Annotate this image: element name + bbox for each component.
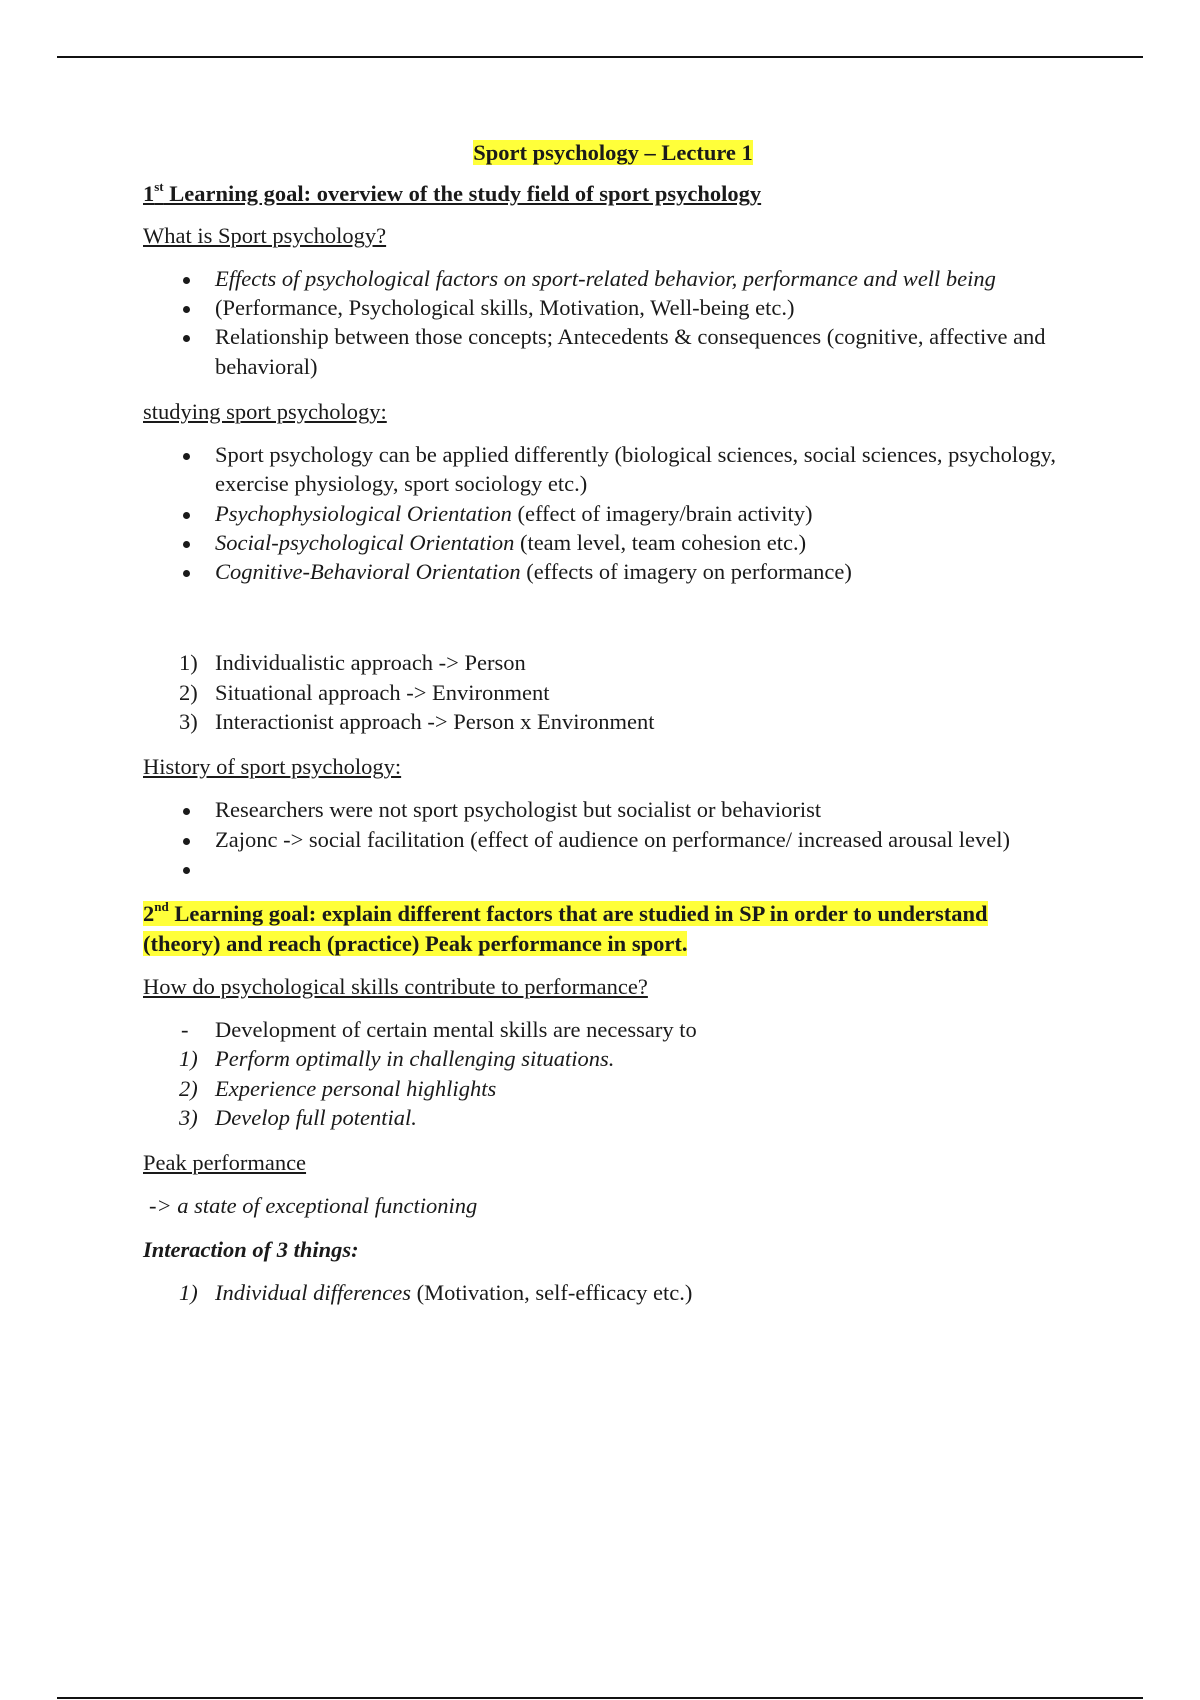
- approaches-list: [143, 648, 1083, 736]
- list-item: 1) Individual differences (Motivation, self-efficacy etc.): [179, 1279, 693, 1305]
- list-item: Zajonc -> social facilitation (effect of audience on performance/ increased arousal level): [143, 825, 1083, 854]
- top-rule: [57, 56, 1143, 58]
- learning-goal-2: 2nd Learning goal: explain different factors that are studied in SP in order to understand (theory) and reach (practice) Peak performance in sport.: [143, 898, 988, 957]
- document-page: [143, 138, 1083, 1307]
- history-heading: History of sport psychology:: [143, 754, 402, 779]
- list-item: 2) Experience personal highlights: [179, 1075, 497, 1101]
- list-item: Relationship between those concepts; Antecedents & consequences (cognitive, affective and behavioral): [143, 322, 1083, 381]
- interaction-heading: Interaction of 3 things:: [143, 1236, 359, 1262]
- history-list: [143, 795, 1083, 883]
- peak-definition: -> a state of exceptional functioning: [149, 1193, 478, 1219]
- list-item: Psychophysiological Orientation (effect of imagery/brain activity): [143, 499, 1083, 528]
- bottom-rule: [57, 1697, 1143, 1699]
- learning-goal-1: 1st Learning goal: overview of the study field of sport psychology: [143, 178, 762, 207]
- list-item: 2) Situational approach -> Environment: [179, 679, 550, 705]
- peak-heading: Peak performance: [143, 1150, 307, 1175]
- list-item: [143, 854, 1083, 883]
- list-item: Social-psychological Orientation (team level, team cohesion etc.): [143, 528, 1083, 557]
- peak-factors-list: [143, 1278, 1083, 1307]
- skills-list: [143, 1044, 1083, 1132]
- what-heading: What is Sport psychology?: [143, 222, 387, 248]
- list-item: 1) Individualistic approach -> Person: [179, 650, 526, 676]
- what-list: [143, 264, 1083, 381]
- list-item: - Development of certain mental skills are necessary to: [181, 1017, 697, 1042]
- list-item: 3) Interactionist approach -> Person x Environment: [179, 708, 655, 734]
- list-item: Cognitive-Behavioral Orientation (effects of imagery on performance): [143, 557, 1083, 586]
- page-title: Sport psychology – Lecture 1: [473, 140, 753, 165]
- list-item: 1) Perform optimally in challenging situations.: [179, 1046, 615, 1072]
- list-item: Researchers were not sport psychologist but socialist or behaviorist: [143, 795, 1083, 824]
- list-item: Sport psychology can be applied differently (biological sciences, social sciences, psychology, exercise physiology, sport sociology etc.): [143, 440, 1083, 499]
- studying-list: [143, 440, 1083, 586]
- list-item: Effects of psychological factors on sport-related behavior, performance and well being: [143, 264, 1083, 293]
- list-item: (Performance, Psychological skills, Motivation, Well-being etc.): [143, 293, 1083, 322]
- studying-heading: studying sport psychology:: [143, 398, 387, 424]
- skills-heading: How do psychological skills contribute to performance?: [143, 973, 648, 999]
- list-item: 3) Develop full potential.: [179, 1104, 417, 1130]
- skills-intro: [143, 1015, 1083, 1044]
